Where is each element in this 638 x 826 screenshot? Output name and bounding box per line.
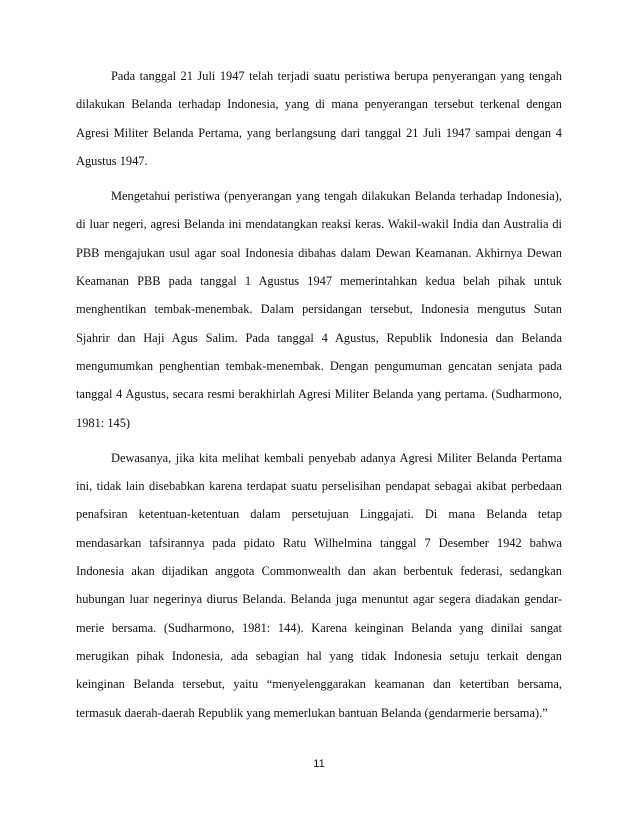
- document-body: [76, 62, 562, 727]
- paragraph-reaksi-internasional: Mengetahui peristiwa (penyerangan yang tengah dilakukan Belanda terhadap Indonesia), di luar negeri, agresi Belanda ini mendatangkan reaksi keras. Wakil-wakil India dan Australia di PBB mengajukan usul agar soal Indonesia dibahas dalam Dewan Keamanan. Akhirnya Dewan Keamanan PBB pada tanggal 1 Agustus 1947 memerintahkan kedua belah pihak untuk menghentikan tembak-menembak. Dalam persidangan tersebut, Indonesia mengutus Sutan Sjahrir dan Haji Agus Salim. Pada tanggal 4 Agustus, Republik Indonesia dan Belanda mengumumkan penghentian tembak-menembak. Dengan pengumuman gencatan senjata pada tanggal 4 Agustus, secara resmi berakhirlah Agresi Militer Belanda yang pertama. (Sudharmono, 1981: 145): [76, 189, 562, 430]
- paragraph-agresi-intro: Pada tanggal 21 Juli 1947 telah terjadi suatu peristiwa berupa penyerangan yang tengah dilakukan Belanda terhadap Indonesia, yang di mana penyerangan tersebut terkenal dengan Agresi Militer Belanda Pertama, yang berlangsung dari tanggal 21 Juli 1947 sampai dengan 4 Agustus 1947.: [76, 69, 562, 168]
- page-number: 11: [313, 758, 325, 770]
- paragraph-penyebab-agresi: Dewasanya, jika kita melihat kembali penyebab adanya Agresi Militer Belanda Pertama ini, tidak lain disebabkan karena terdapat suatu perselisihan pendapat sebagai akibat perbedaan penafsiran ketentuan-ketentuan dalam persetujuan Linggajati. Di mana Belanda tetap mendasarkan tafsirannya pada pidato Ratu Wilhelmina tanggal 7 Desember 1942 bahwa Indonesia akan dijadikan anggota Commonwealth dan akan berbentuk federasi, sedangkan hubungan luar negerinya diurus Belanda. Belanda juga menuntut agar segera diadakan gendar-merie bersama. (Sudharmono, 1981: 144). Karena keinginan Belanda yang dinilai sangat merugikan pihak Indonesia, ada sebagian hal yang tidak Indonesia setuju terkait dengan keinginan Belanda tersebut, yaitu “menyelenggarakan keamanan dan ketertiban bersama, termasuk daerah-daerah Republik yang memerlukan bantuan Belanda (gendarmerie bersama).”: [76, 450, 562, 720]
